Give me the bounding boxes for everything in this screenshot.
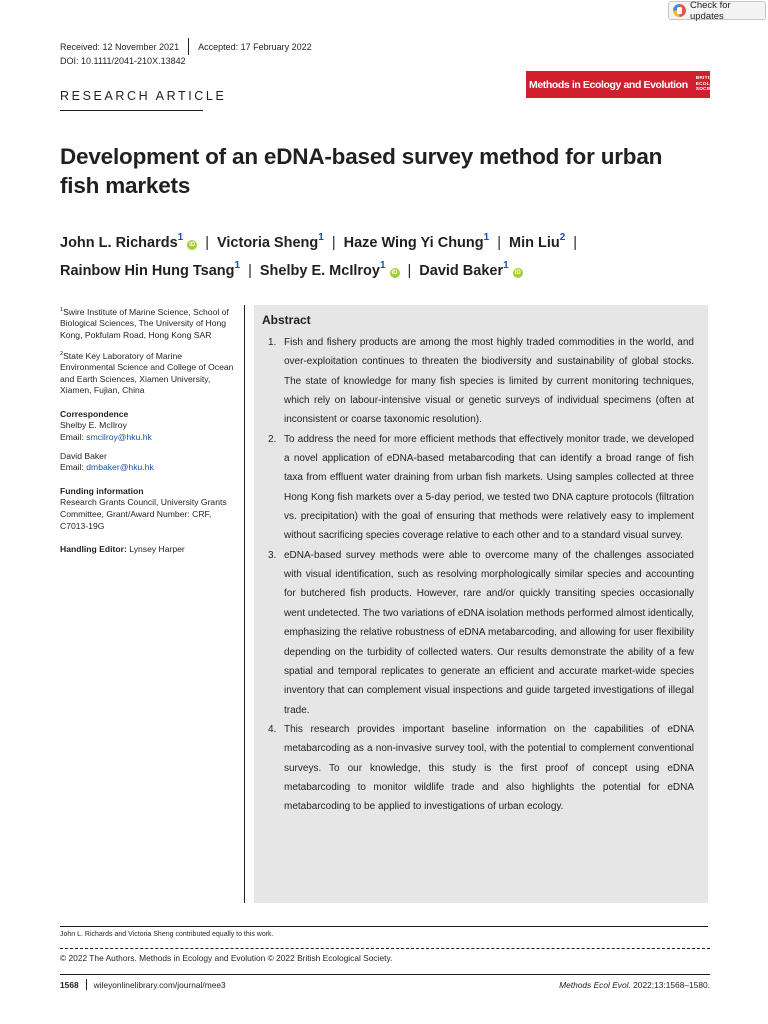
- author[interactable]: Min Liu$^2$: [508, 232, 566, 251]
- crossmark-icon: [673, 4, 686, 17]
- abstract-heading: Abstract: [262, 313, 311, 327]
- article-title: Development of an eDNA-based survey method for urban fish markets: [60, 144, 663, 198]
- divider: [60, 948, 710, 949]
- author[interactable]: Haze Wing Yi Chung$^1$: [343, 232, 490, 251]
- citation: Methods Ecol Evol. 2022;13:1568–1580.: [559, 979, 710, 990]
- accepted-date: Accepted: 17 February 2022: [198, 41, 312, 52]
- divider: [60, 110, 203, 111]
- page-footer: [60, 979, 710, 990]
- orcid-icon[interactable]: iD: [391, 269, 398, 276]
- orcid-icon[interactable]: iD: [514, 269, 521, 276]
- abstract-item: 1. Fish and fishery products are among the most highly traded commodities in the world, and over-exploitation continues to threaten the biodiversity and sustainability of global stocks. The state of knowledge for many fish species is limited by current monitoring techniques, which rely on labour-intensive visual or genetic surveys of individual specimens (often at inconsistent or coarse taxonomic resolution).: [268, 337, 694, 426]
- handling-editor: Handling Editor: Lynsey Harper: [60, 544, 185, 555]
- divider: [86, 979, 87, 990]
- article-sidebar: [60, 305, 237, 563]
- journal-logo: [526, 71, 730, 98]
- journal-name: Methods in Ecology and Evolution: [529, 78, 688, 91]
- footnote: John L. Richards and Victoria Sheng contributed equally to this work.: [60, 931, 274, 938]
- author[interactable]: Rainbow Hin Hung Tsang$^1$: [60, 259, 241, 279]
- funding-text: Research Grants Council, University Grants Committee, Grant/Award Number: CRF, C7013-19G: [60, 497, 227, 531]
- divider: [60, 974, 710, 975]
- correspondence-heading: Correspondence: [60, 408, 129, 419]
- journal-url[interactable]: wileyonlinelibrary.com/journal/mee3: [93, 979, 226, 990]
- author-list: John L. Richards$^1$iD | Victoria Sheng$^1$ | Haze Wing Yi Chung$^1$ | Min Liu$^2$ | Rainbow Hin Hung Tsang$^1$ | Shelby E. McIlroy$^1$iD | David Baker$^1$iD: [60, 232, 578, 279]
- funding-heading: Funding information: [60, 485, 144, 496]
- article-type: RESEARCH ARTICLE: [60, 89, 227, 103]
- correspondence-name: Shelby E. McIlroy: [60, 420, 127, 431]
- abstract-item: 4. This research provides important baseline information on the capabilities of eDNA metabarcoding as a non-invasive survey tool, with the potential to complement conventional surveys. To our knowledge, this study is the first proof of concept using eDNA metabarcoding to monitor wildlife trade and also highlights the potential for eDNA metabarcoding to be applied to investigations of urban ecology.: [268, 723, 694, 813]
- author[interactable]: Shelby E. McIlroy$^1$iD: [259, 259, 398, 279]
- divider: [188, 38, 189, 55]
- correspondence: Correspondence Shelby E. McIlroy Email: smcilroy@hku.hk: [60, 409, 237, 444]
- abstract-item: 3. eDNA-based survey methods were able to overcome many of the challenges associated with visual identification, such as resolving morphologically similar species and accounting for butchered fish products. However, rare and/or quickly transiting species occasionally went undetected. The two variations of eDNA isolation methods performed almost identically, emphasizing the relative robustness of eDNA metabarcoding, and allowing for user flexibility depending on the turbidity of collected waters. Our results demonstrate the ability of a few spatial and temporal replicates to generate an efficient and accurate market-wide species inventory that can complement visual inspections and guide targeted investigations of illegal trade.: [268, 549, 694, 716]
- copyright: © 2022 The Authors. Methods in Ecology and Evolution © 2022 British Ecological Society.: [60, 953, 393, 963]
- abstract-list: [262, 333, 694, 817]
- funding-information: [60, 486, 237, 532]
- orcid-icon[interactable]: iD: [189, 241, 196, 248]
- author[interactable]: John L. Richards$^1$iD: [60, 232, 196, 251]
- abstract-item: 2. To address the need for more efficient methods that effectively monitor trade, we developed a novel application of eDNA-based metabarcoding that can identify a broad range of fish taxa from effluent water draining from urban fish markets. Using samples collected at three Hong Kong fish markets over a 5-day period, we tested two DNA capture protocols (filtration vs. precipitation) with the goal of ensuring that methods were relatively easy to implement without sacrificing species coverage relative to each other and to a standard visual survey.: [268, 433, 694, 542]
- divider: [60, 926, 708, 927]
- check-for-updates-label: Check for updates: [690, 0, 731, 22]
- author[interactable]: Victoria Sheng$^1$: [216, 232, 324, 251]
- received-date: Received: 12 November 2021: [60, 41, 180, 52]
- correspondence-name: David Baker: [60, 450, 107, 461]
- affiliation: $^1$Swire Institute of Marine Science, School of Biological Sciences, The University of Hong Kong, Pokfulam Road, Hong Kong SAR: [60, 306, 229, 341]
- column-divider: [244, 305, 245, 903]
- page-number: 1568: [60, 979, 79, 990]
- affiliation: $^2$State Key Laboratory of Marine Environmental Science and College of Ocean and Earth Sciences, Xiamen University, Xiamen, Fujian, China: [60, 350, 234, 396]
- correspondence: David Baker Email: dmbaker@hku.hk: [60, 451, 237, 474]
- doi[interactable]: DOI: 10.1111/2041-210X.13842: [60, 56, 186, 66]
- article-dates: [60, 38, 312, 55]
- email-link[interactable]: smcilroy@hku.hk: [86, 432, 152, 443]
- author[interactable]: David Baker$^1$iD: [419, 259, 521, 279]
- email-link[interactable]: dmbaker@hku.hk: [86, 462, 154, 473]
- check-for-updates-button[interactable]: [668, 1, 766, 20]
- abstract: [254, 305, 708, 903]
- society-name: BRITISH ECOLOGICAL SOCIETY: [695, 76, 730, 93]
